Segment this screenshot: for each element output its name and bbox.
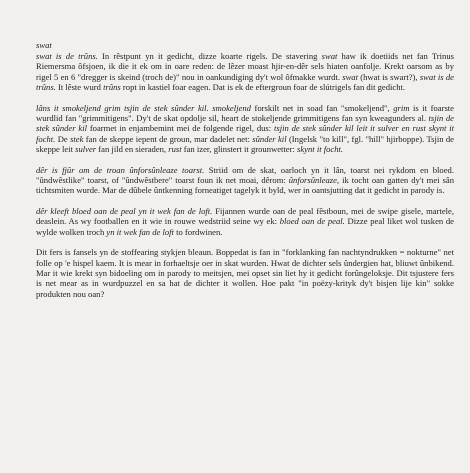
italic-quote-run: dêr kleeft bloed oan de peal yn it wek fan de loft.	[36, 205, 213, 216]
text-run: , ik tocht oan gatten dy't mei sân tichtsmiten wurde. Mar de dûbele ûntkenning forneatiget tagelyk it byld, wer in oantsjutting dat it gedicht in parody is.	[36, 175, 454, 196]
italic-quote-run: tsjin de stek sûnder kil	[36, 113, 454, 134]
text-run: ropt in kastiel foar eagen. Dat is ek de eftergroun foar de slútrigels fan dit gedicht.	[120, 82, 406, 93]
text-run: Dizze peal liket wol tusken de wylde wolken troch	[36, 216, 454, 237]
text-run: In rêstpunt yn it gedicht, dizze koarte rigels. De stavering	[97, 51, 322, 61]
italic-quote-run: sûnder kil	[252, 133, 287, 144]
document-body	[36, 51, 452, 299]
text-run: foarmet in enjambemint mei de folgende rigel, dus:	[87, 123, 274, 134]
italic-quote-run: skynt it focht.	[297, 144, 344, 155]
text-run: forskilt net in soad fan "smokeljend",	[250, 102, 394, 113]
body-paragraph	[36, 247, 454, 299]
text-run: to fordwinen.	[173, 226, 223, 237]
italic-quote-run: stek	[70, 133, 84, 144]
italic-quote-run: tsjin de stek sûnder kil leit it sulver en rust skynt it focht.	[36, 123, 454, 144]
body-paragraph	[36, 165, 454, 196]
body-paragraph	[36, 206, 454, 237]
text-run: fan jild en sieraden,	[96, 144, 169, 155]
italic-quote-run: grim	[393, 102, 410, 113]
italic-quote-run: yn it wek fan de loft	[106, 226, 174, 237]
text-run: haw ik doetiids net fan Trinus Riemersma ôfsjoen, ik die it ek om in oare reden: de lêzer moast hjir-en-dêr sels hiaten oanfolje. Krekt oarsom as by rigel 5 en 6 "dregger is skeind (troch de)" nou in oankundiging dy't wol ôfmakke wurdt.	[36, 51, 454, 82]
text-run: fan de skeppe iepent de groun, mar dadelet net:	[83, 133, 253, 144]
text-run: (hwat is swart?),	[358, 71, 420, 82]
italic-quote-run: swat is de trûns.	[36, 51, 98, 61]
text-run: Striid om de skat, oarloch yn it lân, toarst nei rykdom en bloed. "ûndwêstlike" toarst, of "ûndwêstbere" toarst foun ik net moai, dêrom:	[36, 164, 454, 186]
italic-quote-run: bloed oan de peal.	[279, 216, 345, 227]
text-run: Fijannen wurde oan de peal fêstboun, mei de swipe gisele, martele, deaslein. As wy footballen en it wie in rouwe wedstriid seine wy ek:	[36, 205, 454, 227]
italic-quote-run: lâns it smokeljend grim tsjin de stek sûnder kil. smokeljend	[36, 102, 251, 113]
text-run: is it foarste wurdlid fan "grimmitigens". Dy't de skat opdolje sil, heart de stokeljende grimmitigens fan syn kweagunders al.	[36, 102, 454, 124]
italic-quote-run: ûnforsûnleaze	[288, 175, 337, 186]
italic-quote-run: swat	[321, 51, 338, 61]
text-run: De	[55, 133, 71, 144]
italic-quote-run: dêr is fjûr om de troan ûnforsûnleaze toarst.	[36, 164, 205, 175]
body-paragraph	[36, 103, 454, 155]
text-run: (Ingelsk "to kill", fgl. "hill" hjirboppe). Tsjin de skeppe leit	[36, 133, 454, 155]
text-run: fan izer, glinstert it grounwetter:	[181, 144, 298, 155]
italic-quote-run: swat	[342, 71, 358, 82]
italic-quote-run: trûns	[103, 82, 121, 93]
italic-quote-run: sulver	[75, 144, 97, 155]
text-run: Dit fers is fansels yn de stoffearing stykjen bleaun. Boppedat is fan in "forklanking fan nachtyndrukken = nokturne" net folle op 'e hispel kaem. It is mear in forhaeltsje oer in skat wurden. Hwat de dichter sels ûndergien hat, bliuwt ûnbikend. Mar it wie krekt syn bidoeling om in parody to meitsjen, mei opset sin liet hy it gedicht forûngeloksje. Dit tsjustere fers is net mear as in wurdpuzzel en sa hat de dichter it wollen. Hoe pakt "in poëzy-krityk dy't bisjen lije kin" sokke produkten nou oan?	[36, 247, 454, 299]
body-paragraph	[36, 51, 454, 93]
italic-quote-run: rust	[168, 144, 182, 155]
text-run: It lêste wurd	[55, 82, 104, 93]
italic-quote-run: swat is de trûns.	[36, 71, 454, 93]
section-heading: swat	[36, 40, 52, 50]
